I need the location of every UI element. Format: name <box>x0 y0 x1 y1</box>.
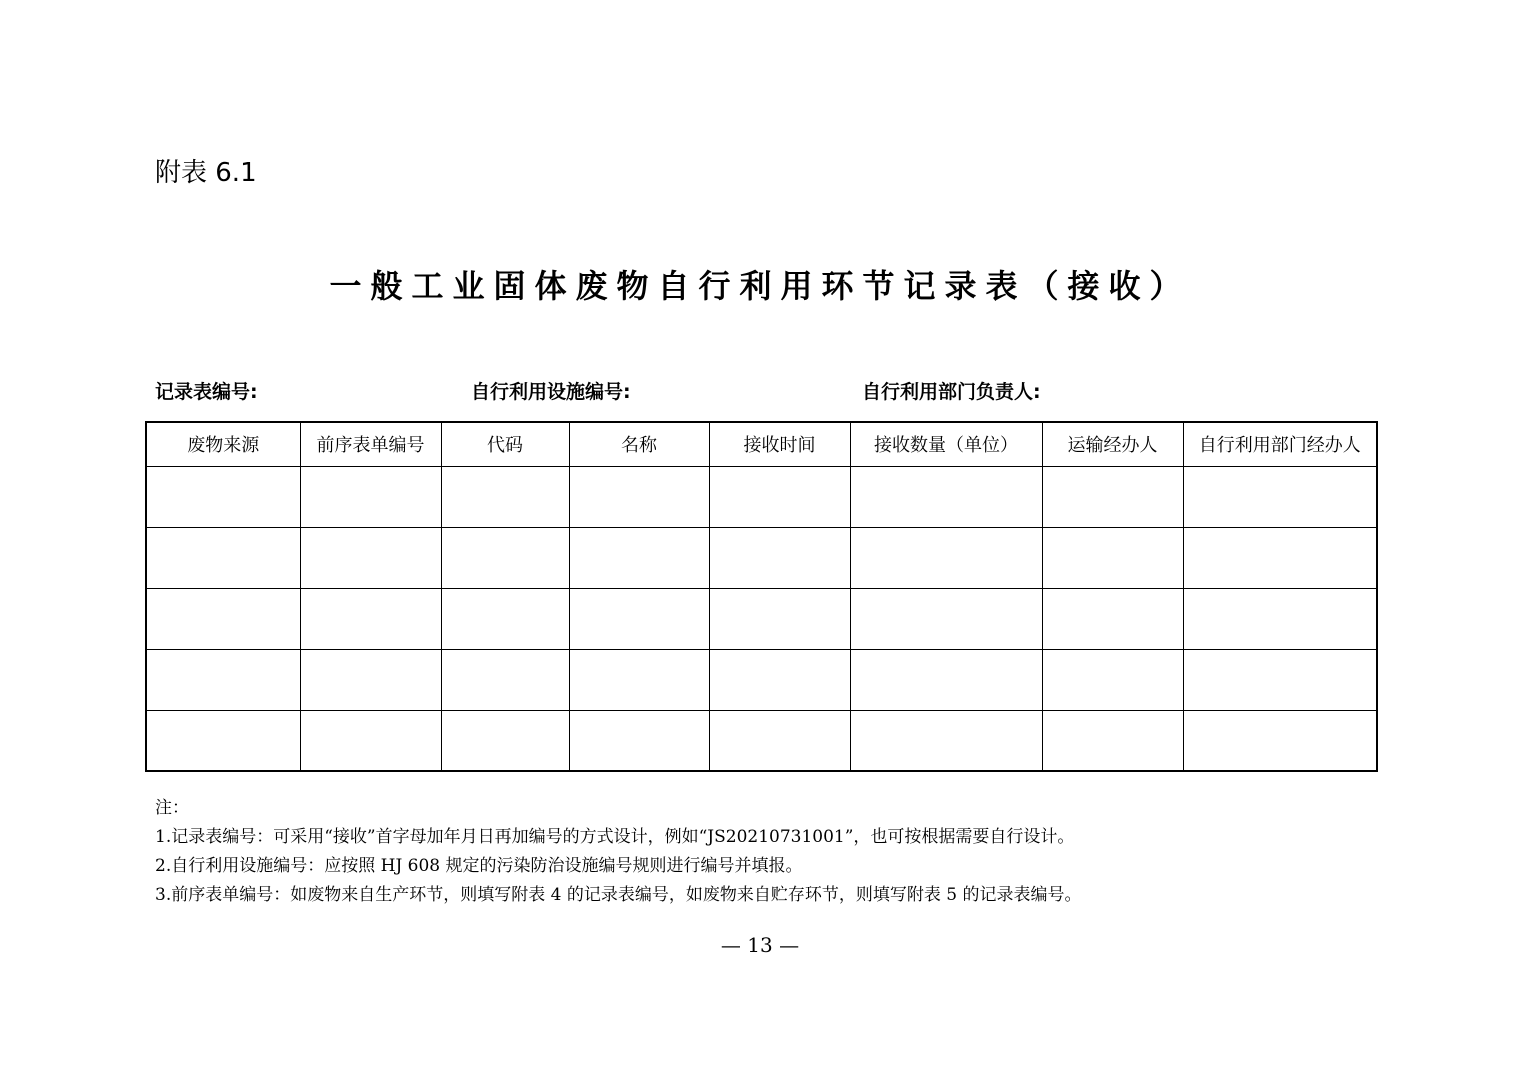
table-cell[interactable] <box>709 649 850 710</box>
table-cell[interactable] <box>300 710 441 771</box>
table-cell[interactable] <box>1042 588 1183 649</box>
header-transport-handler: 运输经办人 <box>1042 422 1183 466</box>
table-cell[interactable] <box>146 466 300 527</box>
table-row <box>146 588 1377 649</box>
table-cell[interactable] <box>1183 466 1377 527</box>
table-cell[interactable] <box>146 649 300 710</box>
table-cell[interactable] <box>1183 649 1377 710</box>
table-cell[interactable] <box>1042 710 1183 771</box>
header-receive-time: 接收时间 <box>709 422 850 466</box>
table-cell[interactable] <box>569 588 709 649</box>
table-cell[interactable] <box>146 527 300 588</box>
table-cell[interactable] <box>569 466 709 527</box>
table-cell[interactable] <box>300 527 441 588</box>
table-cell[interactable] <box>1042 466 1183 527</box>
table-cell[interactable] <box>146 588 300 649</box>
record-number-label: 记录表编号: <box>155 381 258 403</box>
table-cell[interactable] <box>850 527 1042 588</box>
receiving-record-table <box>145 421 1378 772</box>
note-item-3: 3.前序表单编号：如废物来自生产环节，则填写附表 4 的记录表编号，如废物来自贮存环节，则填写附表 5 的记录表编号。 <box>155 885 1082 905</box>
notes-heading: 注： <box>155 798 189 818</box>
table-row <box>146 649 1377 710</box>
table-cell[interactable] <box>709 466 850 527</box>
header-waste-source: 废物来源 <box>146 422 300 466</box>
header-previous-form-number: 前序表单编号 <box>300 422 441 466</box>
department-head-label: 自行利用部门负责人: <box>862 381 1041 403</box>
table-cell[interactable] <box>569 649 709 710</box>
table-cell[interactable] <box>441 527 569 588</box>
header-code: 代码 <box>441 422 569 466</box>
table-cell[interactable] <box>850 649 1042 710</box>
table-cell[interactable] <box>569 710 709 771</box>
facility-number-label: 自行利用设施编号: <box>471 381 631 403</box>
table-cell[interactable] <box>146 710 300 771</box>
table-cell[interactable] <box>709 710 850 771</box>
note-item-1: 1.记录表编号：可采用“接收”首字母加年月日再加编号的方式设计，例如“JS20210731001”，也可按根据需要自行设计。 <box>155 827 1075 847</box>
table-cell[interactable] <box>1042 527 1183 588</box>
table-cell[interactable] <box>850 710 1042 771</box>
table-cell[interactable] <box>569 527 709 588</box>
table-cell[interactable] <box>1183 710 1377 771</box>
notes-section <box>155 794 1081 910</box>
table-cell[interactable] <box>1042 649 1183 710</box>
table-cell[interactable] <box>850 588 1042 649</box>
table-row <box>146 466 1377 527</box>
table-cell[interactable] <box>300 466 441 527</box>
header-name: 名称 <box>569 422 709 466</box>
table-cell[interactable] <box>709 588 850 649</box>
header-department-handler: 自行利用部门经办人 <box>1183 422 1377 466</box>
note-item-2: 2.自行利用设施编号：应按照 HJ 608 规定的污染防治设施编号规则进行编号并填报。 <box>155 856 803 876</box>
table-cell[interactable] <box>441 710 569 771</box>
table-row <box>146 527 1377 588</box>
document-title: 一般工业固体废物自行利用环节记录表（接收） <box>329 267 1191 305</box>
table-row <box>146 710 1377 771</box>
table-cell[interactable] <box>441 588 569 649</box>
table-cell[interactable] <box>1183 527 1377 588</box>
table-header-row <box>146 422 1377 466</box>
table-cell[interactable] <box>300 649 441 710</box>
table-cell[interactable] <box>709 527 850 588</box>
table-cell[interactable] <box>850 466 1042 527</box>
table-cell[interactable] <box>441 466 569 527</box>
table-cell[interactable] <box>300 588 441 649</box>
page-number: — 13 — <box>720 933 800 957</box>
table-cell[interactable] <box>1183 588 1377 649</box>
header-receive-quantity: 接收数量（单位） <box>850 422 1042 466</box>
appendix-label: 附表 6.1 <box>155 158 257 188</box>
table-cell[interactable] <box>441 649 569 710</box>
